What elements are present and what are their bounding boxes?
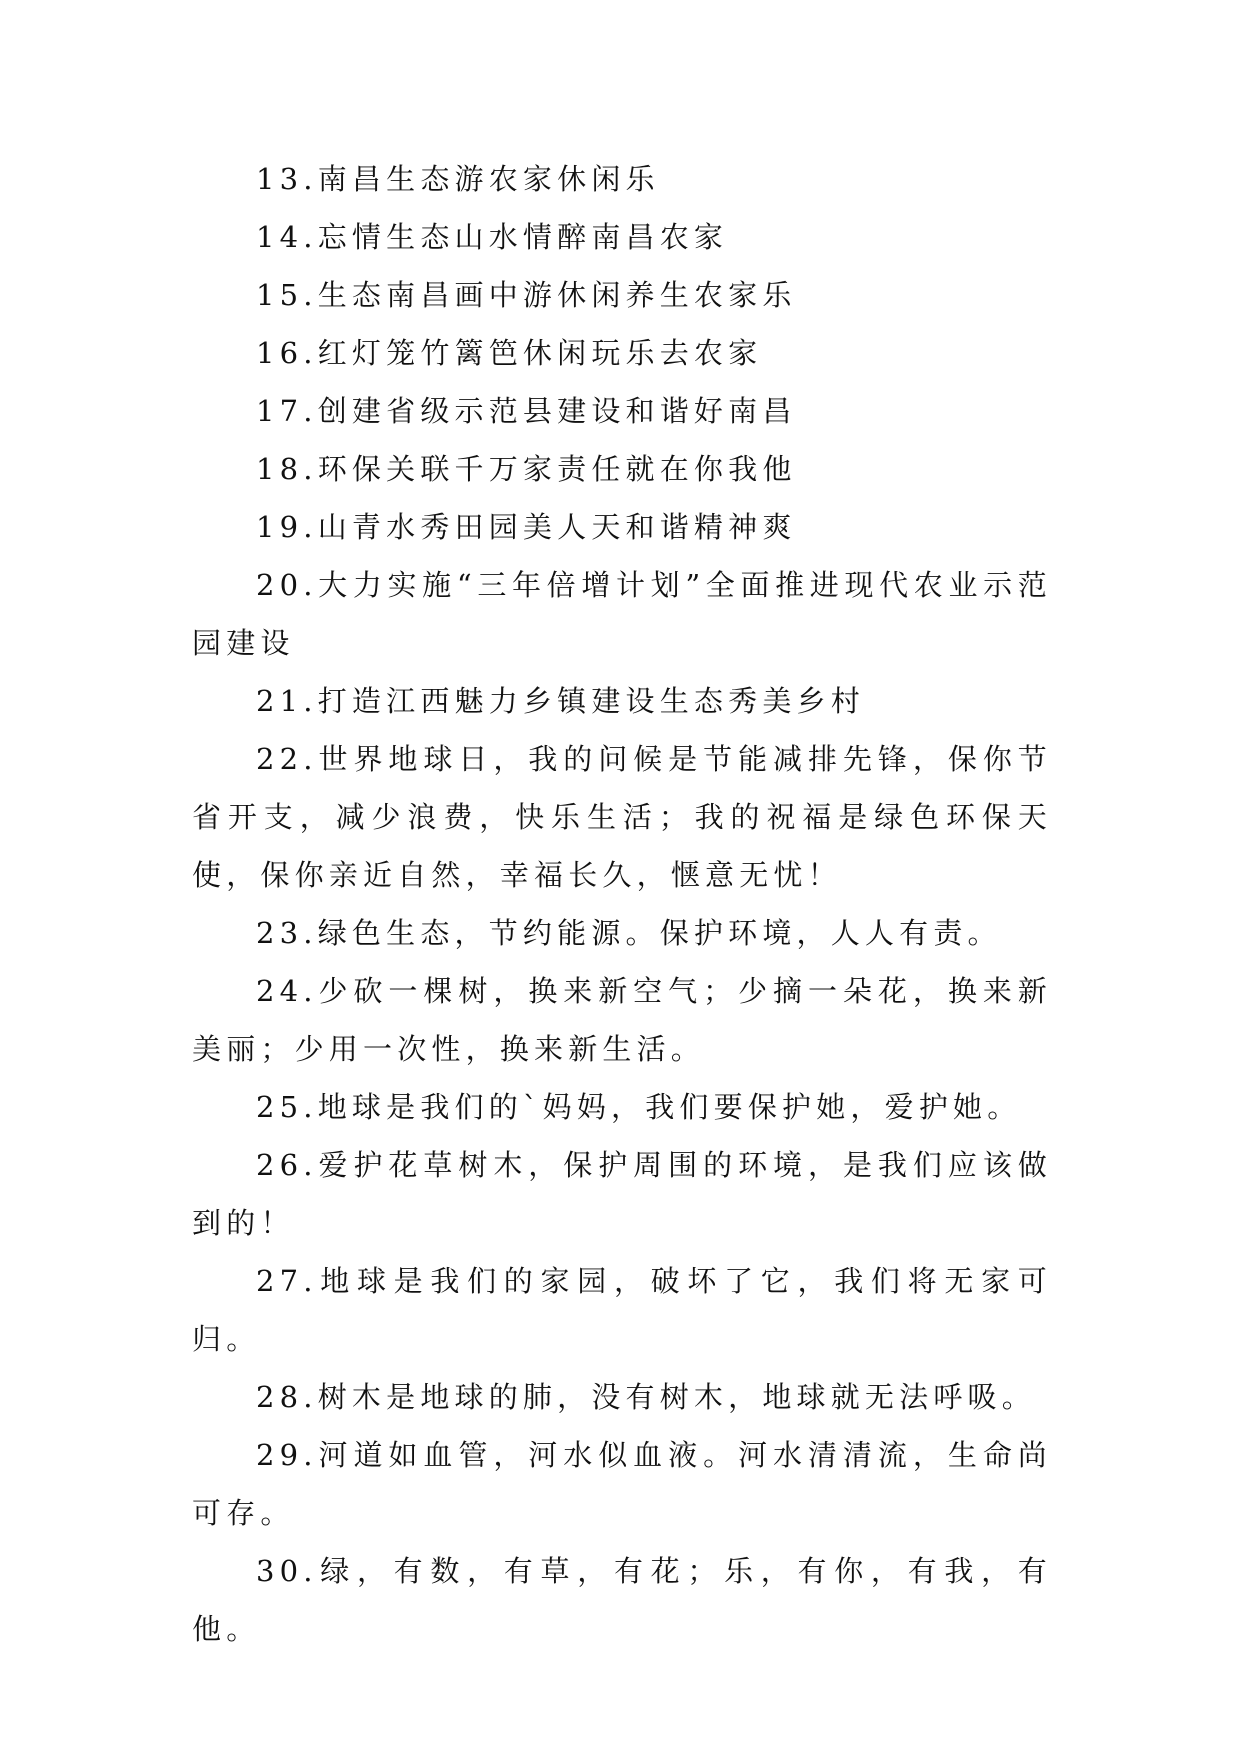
paragraph-16: 16.红灯笼竹篱笆休闲玩乐去农家 (256, 336, 763, 370)
paragraph-26: 26.爱护花草树木，保护周围的环境，是我们应该做到的！ (192, 1148, 1052, 1240)
paragraph-14: 14.忘情生态山水情醉南昌农家 (256, 220, 729, 254)
paragraph-25: 25.地球是我们的`妈妈，我们要保护她，爱护她。 (256, 1090, 1022, 1124)
paragraph-27: 27.地球是我们的家园，破坏了它，我们将无家可归。 (192, 1264, 1052, 1356)
paragraph-13: 13.南昌生态游农家休闲乐 (256, 162, 660, 196)
paragraph-23: 23.绿色生态，节约能源。保护环境，人人有责。 (256, 916, 1002, 950)
paragraph-29: 29.河道如血管，河水似血液。河水清清流，生命尚可存。 (192, 1438, 1052, 1530)
paragraph-24: 24.少砍一棵树，换来新空气；少摘一朵花，换来新美丽；少用一次性，换来新生活。 (192, 974, 1052, 1066)
paragraph-21: 21.打造江西魅力乡镇建设生态秀美乡村 (256, 684, 865, 718)
document-body (192, 150, 1052, 1658)
paragraph-30: 30.绿，有数，有草，有花；乐，有你，有我，有他。 (192, 1554, 1052, 1646)
paragraph-19: 19.山青水秀田园美人天和谐精神爽 (256, 510, 797, 544)
paragraph-20: 20.大力实施“三年倍增计划”全面推进现代农业示范园建设 (192, 568, 1052, 660)
paragraph-28: 28.树木是地球的肺，没有树木，地球就无法呼吸。 (256, 1380, 1036, 1414)
paragraph-18: 18.环保关联千万家责任就在你我他 (256, 452, 797, 486)
paragraph-17: 17.创建省级示范县建设和谐好南昌 (256, 394, 797, 428)
paragraph-22: 22.世界地球日，我的问候是节能减排先锋，保你节省开支，减少浪费，快乐生活；我的祝福是绿色环保天使，保你亲近自然，幸福长久，惬意无忧！ (192, 742, 1052, 892)
paragraph-15: 15.生态南昌画中游休闲养生农家乐 (256, 278, 797, 312)
